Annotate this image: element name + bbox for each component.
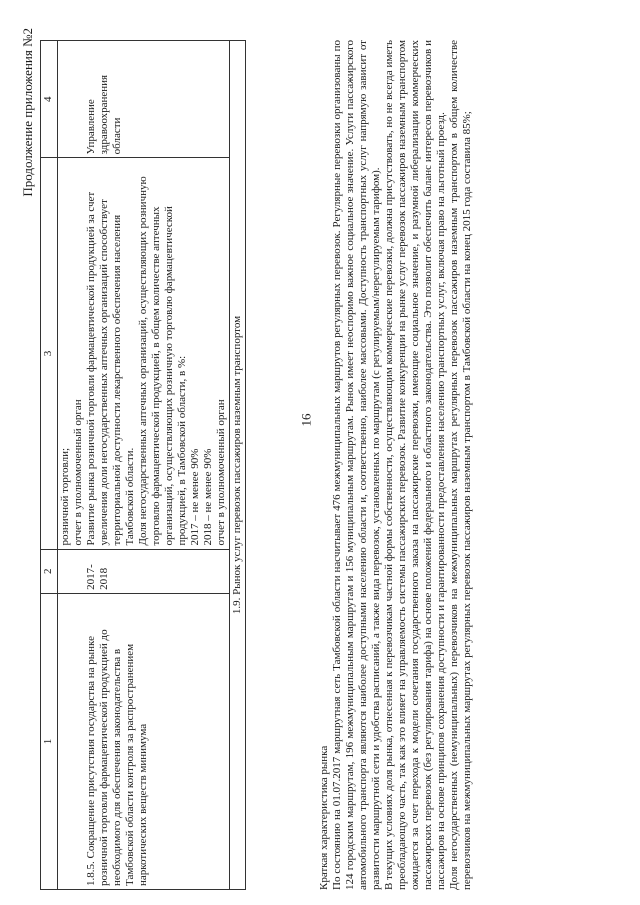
table-header-row — [41, 41, 58, 890]
paragraph-1: По состоянию на 01.07.2017 маршрутная сеть Тамбовской области насчитывает 476 межмуниципальных маршрутов регулярных перевозок. Регулярные перевозки организованы по 124 городским маршрутам, 196 межмуниципальным маршрутам и 156 муниципальным маршрутам. Рынок имеет неоспоримо важное социальное значение. Услуги пассажирского автомобильного транспорта являются наиболее доступными населению области и, соответственно, наиболее массовыми. Доступность транспортных услуг напрямую зависит от развитости маршрутной сети и удобства расписаний, а также вида перевозок, установленных по маршрутам (с регулируемым/нерегулируемым тарифом). — [331, 40, 382, 890]
result-top: розничной торговли; — [59, 447, 71, 546]
result-2018: 2018 – не менее 90% — [202, 448, 214, 546]
responsible-text: Управление здравоохранения области — [85, 74, 123, 155]
header-col-2: 2 — [41, 549, 58, 593]
market-heading: Краткая характеристика рынка — [318, 745, 330, 890]
header-col-4: 4 — [41, 41, 58, 158]
section-title: 1.9. Рынок услуг перевозок пассажиров наземным транспортом — [230, 41, 246, 890]
paragraph-2: В текущих условиях доля рынка, отнесенная к перевозчикам частной формы собственности, осуществляющим коммерческие перевозки, должна присутствовать, но не всегда иметь преобладающую часть, так как это влияет на управляемость системы пассажирских перевозок. Развитие конкуренции на рынке услуг перевозок пассажиров наземным транспортом ожидается за счет перехода к модели сочетания государственного заказа на пассажирские перевозки, имеющие социальное значение, и разумной либерализации коммерческих пассажирских перевозок (без регулирования тарифа) на основе положений федерального и областного законодательства. Это позволит обеспечить баланс интересов перевозчиков и пассажиров на основе принципов сохранения доступности и гарантированности предоставления населению транспортных услуг, включая право на льготный проезд. — [383, 40, 447, 890]
table-row — [58, 41, 230, 890]
paragraph-3: Доля негосударственных (немуниципальных) перевозчиков на межмуниципальных маршрутах регулярных перевозок пассажиров наземным транспортом в общем количестве перевозчиков на межмуниципальных маршрутах регулярных перевозок пассажиров наземным транспортом в Тамбовской области на конец 2015 года составила 85%; — [448, 40, 473, 890]
header-col-3: 3 — [41, 158, 58, 549]
responsible-cell — [58, 41, 230, 158]
result-2017: 2017 – не менее 90% — [189, 448, 201, 546]
measure-cell — [58, 593, 230, 889]
measure-text: 1.8.5. Сокращение присутствия государства на рынке розничной торговли фармацевтической продукцией до необходимого для обеспечения законодательства в Тамбовской области контроля за распространением наркотических веществ минимума — [85, 629, 149, 886]
appendix-note: Продолжение приложения №2 — [20, 28, 35, 197]
result-share: Доля негосударственных аптечных организаций, осуществляющих розничную торговлю фармацевтической продукцией, в общем количестве аптечных организаций, осуществляющих розничную торговлю фармацевтической продукцией, в Тамбовской области, в %: — [137, 176, 188, 546]
text-block — [318, 40, 474, 890]
section-title-row — [230, 41, 246, 890]
measures-table — [40, 40, 246, 890]
period-cell — [58, 549, 230, 593]
result-main: Развитие рынка розничной торговли фармацевтической продукцией за счет увеличения доли негосударственных аптечных организаций способствует территориальной доступности лекарственного обеспечения населения Тамбовской области. — [85, 191, 136, 546]
result-cell — [58, 158, 230, 549]
result-top-report: отчет в уполномоченный орган — [72, 399, 84, 546]
rotated-page-content — [20, 20, 620, 890]
page-number: 16 — [298, 413, 314, 427]
result-report: отчет в уполномоченный орган — [215, 399, 227, 546]
header-col-1: 1 — [41, 593, 58, 889]
period-text: 2017-2018 — [85, 564, 110, 590]
